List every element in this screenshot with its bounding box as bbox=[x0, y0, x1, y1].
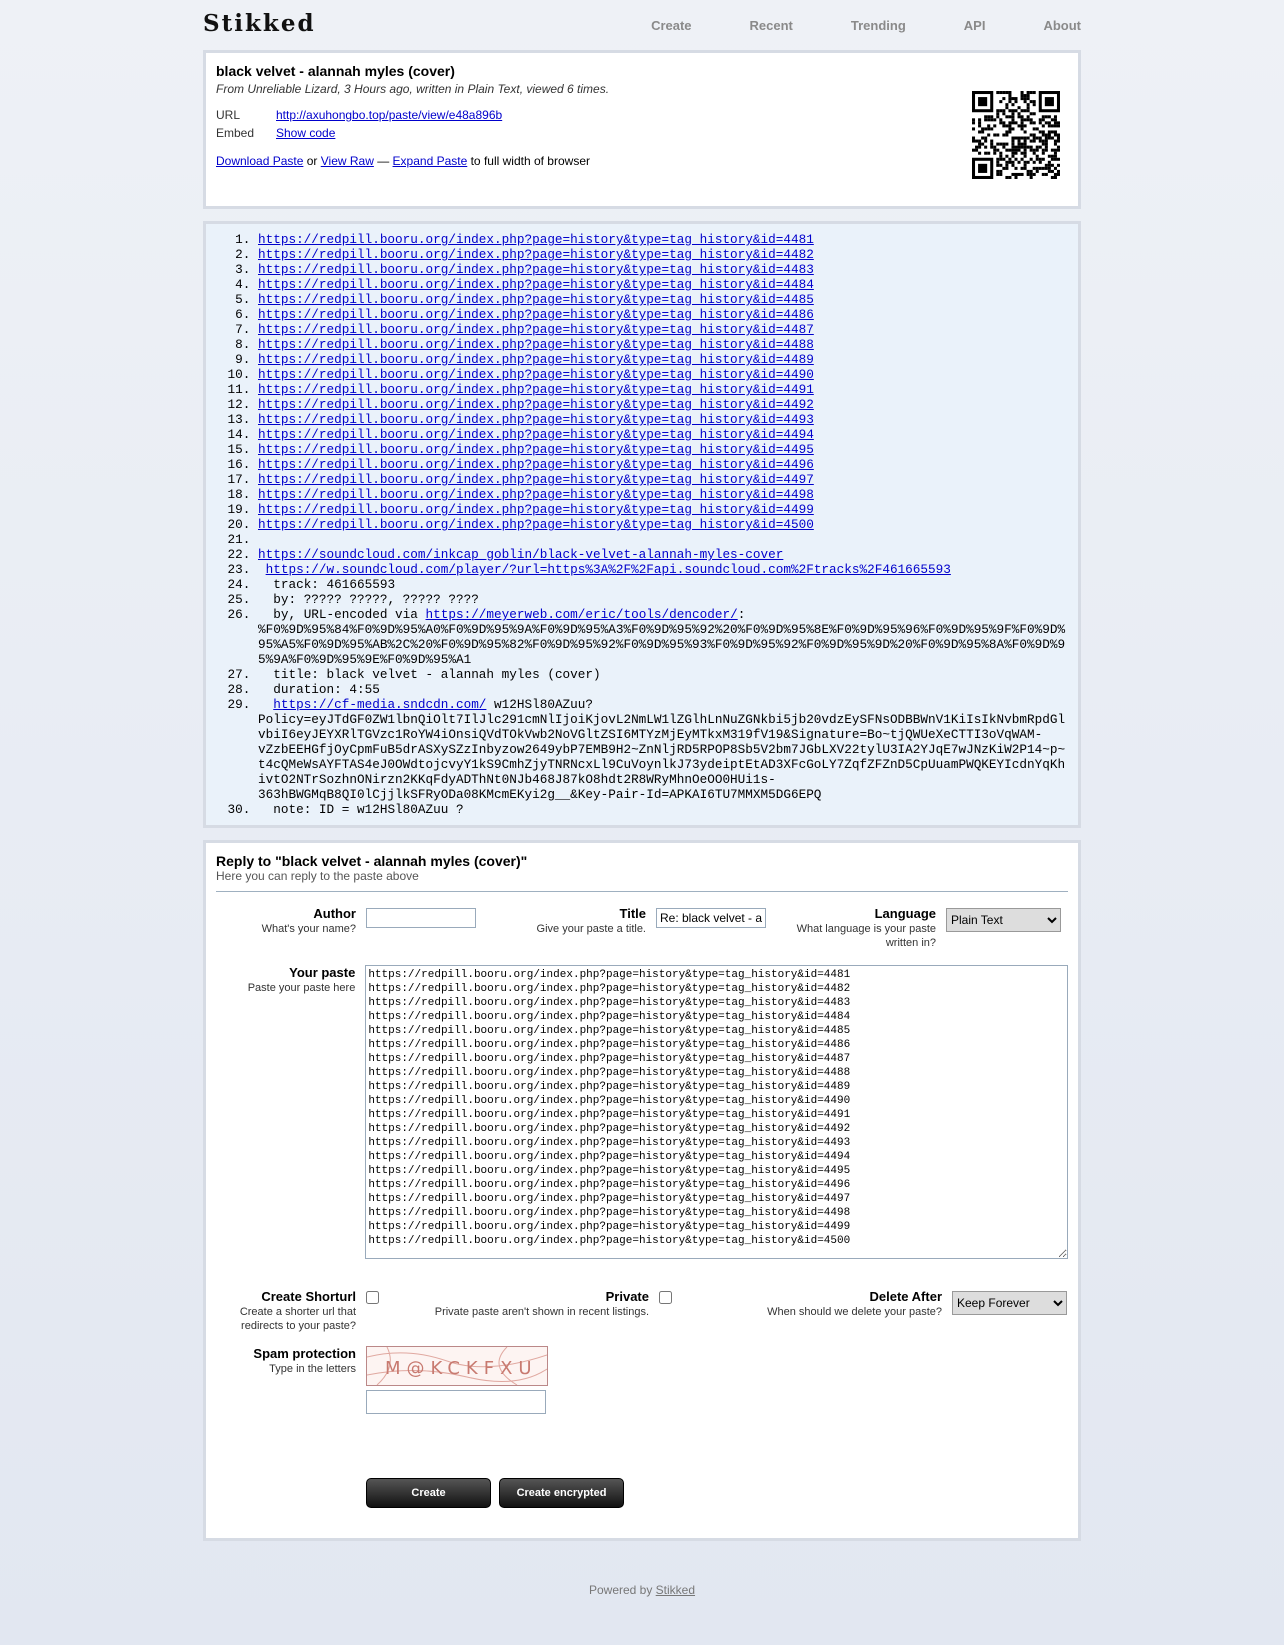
code-line bbox=[258, 397, 1068, 412]
delete-after-label: Delete After bbox=[869, 1289, 942, 1304]
code-line bbox=[258, 337, 1068, 352]
code-line bbox=[258, 232, 1068, 247]
code-line bbox=[258, 697, 1068, 802]
code-link[interactable]: https://redpill.booru.org/index.php?page=history&type=tag_history&id=4495 bbox=[258, 442, 814, 457]
paste-url-link[interactable]: http://axuhongbo.top/paste/view/e48a896b bbox=[276, 108, 503, 122]
shorturl-hint: Create a shorter url that redirects to your paste? bbox=[239, 1306, 356, 1332]
code-link[interactable]: https://w.soundcloud.com/player/?url=https%3A%2F%2Fapi.soundcloud.com%2Ftracks%2F461665593 bbox=[265, 562, 951, 577]
header bbox=[203, 0, 1081, 50]
code-line bbox=[258, 412, 1068, 427]
private-hint: Private paste aren't shown in recent listings. bbox=[434, 1306, 649, 1318]
captcha-input[interactable] bbox=[366, 1390, 546, 1414]
code-text bbox=[258, 532, 266, 547]
code-link[interactable]: https://redpill.booru.org/index.php?page=history&type=tag_history&id=4493 bbox=[258, 412, 814, 427]
embed-label: Embed bbox=[216, 126, 255, 140]
code-link[interactable]: https://redpill.booru.org/index.php?page=history&type=tag_history&id=4497 bbox=[258, 472, 814, 487]
title-input[interactable] bbox=[656, 908, 766, 928]
code-line bbox=[258, 382, 1068, 397]
spam-hint: Type in the letters bbox=[269, 1363, 356, 1375]
shorturl-label: Create Shorturl bbox=[261, 1289, 356, 1304]
code-link[interactable]: https://redpill.booru.org/index.php?page=history&type=tag_history&id=4489 bbox=[258, 352, 814, 367]
code-text: note: ID = w12HSl80AZuu ? bbox=[258, 802, 464, 817]
code-link[interactable]: https://redpill.booru.org/index.php?page=history&type=tag_history&id=4484 bbox=[258, 277, 814, 292]
show-code-link[interactable]: Show code bbox=[276, 126, 336, 140]
code-text: by, URL-encoded via bbox=[258, 607, 426, 622]
captcha-image bbox=[366, 1346, 548, 1386]
code-line bbox=[258, 502, 1068, 517]
create-button[interactable]: Create bbox=[366, 1478, 491, 1508]
code-line bbox=[258, 607, 1068, 667]
code-link[interactable]: https://redpill.booru.org/index.php?page=history&type=tag_history&id=4494 bbox=[258, 427, 814, 442]
reply-subtitle: Here you can reply to the paste above bbox=[216, 869, 1068, 892]
code-line bbox=[258, 517, 1068, 532]
footer bbox=[203, 1583, 1081, 1597]
paste-title: black velvet - alannah myles (cover) bbox=[216, 63, 455, 79]
code-line bbox=[258, 427, 1068, 442]
title-label: Title bbox=[619, 906, 646, 921]
code-line bbox=[258, 322, 1068, 337]
code-link[interactable]: https://redpill.booru.org/index.php?page=history&type=tag_history&id=4483 bbox=[258, 262, 814, 277]
code-line bbox=[258, 562, 1068, 577]
language-select[interactable] bbox=[946, 908, 1061, 932]
code-line bbox=[258, 487, 1068, 502]
code-line bbox=[258, 577, 1068, 592]
qr-code-icon bbox=[972, 91, 1060, 179]
code-text: by: ????? ?????, ????? ???? bbox=[258, 592, 479, 607]
code-line bbox=[258, 247, 1068, 262]
language-hint: What language is your paste written in? bbox=[796, 923, 936, 949]
code-lines bbox=[206, 232, 1068, 817]
code-text: : %F0%9D%95%84%F0%9D%95%A0%F0%9D%95%9A%F0%9D%95%A3%F0%9D%95%92%20%F0%9D%95%8E%F0%9D%95%96%F0%9D%95%9F%F0%9D%95%A5%F0%9D%95%AB%2C%20%F0%9D%95%82%F0%9D%95%92%F0%9D%95%93%F0%9D%95%92%F0%9D%95%9D%20%F0%9D%95%8A%F0%9D%95%9A%F0%9D%95%9E%F0%9D%95%A1 bbox=[258, 607, 1066, 667]
code-text: title: black velvet - alannah myles (cover) bbox=[258, 667, 601, 682]
nav-trending[interactable]: Trending bbox=[850, 18, 906, 33]
view-raw-link[interactable]: View Raw bbox=[320, 154, 374, 168]
code-line bbox=[258, 307, 1068, 322]
reply-title: Reply to "black velvet - alannah myles (cover)" bbox=[216, 853, 528, 869]
code-link[interactable]: https://redpill.booru.org/index.php?page=history&type=tag_history&id=4485 bbox=[258, 292, 814, 307]
code-link[interactable]: https://redpill.booru.org/index.php?page=history&type=tag_history&id=4488 bbox=[258, 337, 814, 352]
code-link[interactable]: https://redpill.booru.org/index.php?page=history&type=tag_history&id=4482 bbox=[258, 247, 814, 262]
nav-create[interactable]: Create bbox=[651, 18, 692, 33]
paste-hint: Paste your paste here bbox=[247, 982, 356, 994]
reply-form bbox=[203, 840, 1081, 1541]
code-line bbox=[258, 667, 1068, 682]
code-line bbox=[258, 457, 1068, 472]
paste-label: Your paste bbox=[289, 965, 356, 980]
code-text bbox=[258, 697, 273, 712]
title-hint: Give your paste a title. bbox=[536, 923, 646, 935]
code-line bbox=[258, 292, 1068, 307]
code-line bbox=[258, 472, 1068, 487]
paste-meta: From Unreliable Lizard, 3 Hours ago, written in Plain Text, viewed 6 times. bbox=[216, 82, 610, 96]
author-label: Author bbox=[313, 906, 356, 921]
code-line bbox=[258, 277, 1068, 292]
code-link[interactable]: https://meyerweb.com/eric/tools/dencoder/ bbox=[425, 607, 738, 622]
author-hint: What's your name? bbox=[261, 923, 356, 935]
private-checkbox[interactable] bbox=[659, 1291, 672, 1304]
code-line bbox=[258, 547, 1068, 562]
private-label: Private bbox=[605, 1289, 649, 1304]
code-line bbox=[258, 592, 1068, 607]
expand-paste-link[interactable]: Expand Paste bbox=[392, 154, 468, 168]
code-link[interactable]: https://cf-media.sndcdn.com/ bbox=[273, 697, 487, 712]
code-link[interactable]: https://redpill.booru.org/index.php?page=history&type=tag_history&id=4490 bbox=[258, 367, 814, 382]
spam-label: Spam protection bbox=[253, 1346, 356, 1361]
paste-code bbox=[203, 221, 1081, 828]
top-nav bbox=[593, 18, 1081, 33]
url-label: URL bbox=[216, 108, 241, 122]
nav-api[interactable]: API bbox=[963, 18, 986, 33]
code-line bbox=[258, 262, 1068, 277]
footer-stikked-link[interactable]: Stikked bbox=[655, 1583, 696, 1597]
code-link[interactable]: https://redpill.booru.org/index.php?page=history&type=tag_history&id=4491 bbox=[258, 382, 814, 397]
nav-about[interactable]: About bbox=[1043, 18, 1081, 33]
code-line bbox=[258, 442, 1068, 457]
paste-textarea[interactable] bbox=[365, 965, 1068, 1259]
code-line bbox=[258, 532, 1068, 547]
language-label: Language bbox=[874, 906, 936, 921]
or-text: or bbox=[303, 154, 321, 168]
create-encrypted-button[interactable]: Create encrypted bbox=[499, 1478, 624, 1508]
footer-text: Powered by bbox=[588, 1583, 656, 1597]
code-text: w12HSl80AZuu? Policy=eyJTdGF0ZW1lbnQiOlt7IlJlc291cmNlIjoiKjovL2NmLW1lZGlhLnNuZGNkbi5jb20vdzEySFNsODBBWnV1KiIsIkNvbmRpdGlvbiI6eyJEYXRlTGVzc1RoYW4iOnsiQVdTOkVwb2NoVGltZSI6MTYzMjEyMTkxM319fV19&Signature=Bo~tjQWUeXeCTTI3oVqWAM-vZzbEEHGfjOyCpmFuB5drASXySZzInbyzow2649ybP7EMB9H2~ZnNljRD5RPOP8Sb5V2bm7JGbLXV22tylU3IA2YJqE7wJNzKiW2P14~p~t4cQMeWsAYFTAS4eJ0OWdtojcvyY1kS9CmhZjyTNRNcxLl9CuVoynlkJ73ydeiptEtAD3XFcGoLY7ZqfZFZnD5CpUuamPWQKEYIcdnYqKhivtO2NTrSozhnONirzn2KKqFdyADThNt0NJb468J87kO8hdt2R8WRyMhnOeOO0HUi1s-363hBWGMqB8QI0lCjjlkSFRyODa08KMcmEKyi2g__&Key-Pair-Id=APKAI6TU7MMXM5DG6EPQ bbox=[258, 697, 1066, 802]
code-text bbox=[258, 562, 266, 577]
author-input[interactable] bbox=[366, 908, 476, 928]
code-link[interactable]: https://redpill.booru.org/index.php?page=history&type=tag_history&id=4500 bbox=[258, 517, 814, 532]
download-paste-link[interactable]: Download Paste bbox=[216, 154, 304, 168]
delete-after-hint: When should we delete your paste? bbox=[767, 1306, 942, 1318]
paste-info bbox=[203, 50, 1081, 209]
code-line bbox=[258, 352, 1068, 367]
expand-tail-text: to full width of browser bbox=[467, 154, 590, 168]
code-text: track: 461665593 bbox=[258, 577, 396, 592]
code-link[interactable]: https://redpill.booru.org/index.php?page=history&type=tag_history&id=4498 bbox=[258, 487, 814, 502]
delete-after-select[interactable] bbox=[952, 1291, 1067, 1315]
code-line bbox=[258, 682, 1068, 697]
code-link[interactable]: https://redpill.booru.org/index.php?page=history&type=tag_history&id=4499 bbox=[258, 502, 814, 517]
code-link[interactable]: https://soundcloud.com/inkcap_goblin/black-velvet-alannah-myles-cover bbox=[258, 547, 784, 562]
captcha-text: M@KCKFXU bbox=[385, 1358, 538, 1379]
code-link[interactable]: https://redpill.booru.org/index.php?page=history&type=tag_history&id=4492 bbox=[258, 397, 814, 412]
code-link[interactable]: https://redpill.booru.org/index.php?page=history&type=tag_history&id=4481 bbox=[258, 232, 814, 247]
code-link[interactable]: https://redpill.booru.org/index.php?page=history&type=tag_history&id=4487 bbox=[258, 322, 814, 337]
logo[interactable]: Stikked bbox=[203, 10, 316, 37]
code-line bbox=[258, 367, 1068, 382]
code-line bbox=[258, 802, 1068, 817]
dash-text: — bbox=[373, 154, 393, 168]
code-link[interactable]: https://redpill.booru.org/index.php?page=history&type=tag_history&id=4486 bbox=[258, 307, 814, 322]
shorturl-checkbox[interactable] bbox=[366, 1291, 379, 1304]
nav-recent[interactable]: Recent bbox=[749, 18, 793, 33]
code-text: duration: 4:55 bbox=[258, 682, 380, 697]
code-link[interactable]: https://redpill.booru.org/index.php?page=history&type=tag_history&id=4496 bbox=[258, 457, 814, 472]
